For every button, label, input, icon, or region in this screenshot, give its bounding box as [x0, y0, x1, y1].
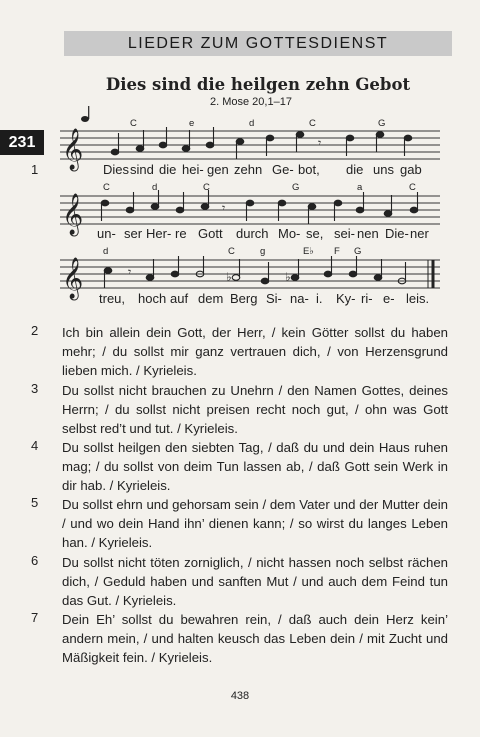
- lyric-syllable: zehn: [234, 162, 263, 177]
- verse-number: 4: [31, 438, 39, 453]
- svg-text:♭: ♭: [226, 270, 232, 284]
- lyric-syllable: durch: [236, 226, 269, 241]
- lyric-syllable: Berg: [230, 291, 258, 306]
- chord-symbol: a: [357, 182, 363, 193]
- verse-text: Du sollst nicht brauchen zu Unehrn / den Namen Gottes, deines Herrn; / du sollst nicht preisen recht noch gut, / ohn was Gott selbst red’t und tut. / Kyrieleis.: [62, 383, 448, 437]
- chord-symbol: C: [409, 182, 416, 193]
- lyric-syllable: e-: [383, 291, 395, 306]
- verse-number: 5: [31, 495, 39, 510]
- chord-symbol: E♭: [303, 246, 314, 257]
- chord-symbol: G: [292, 182, 300, 193]
- page-number: 438: [230, 690, 250, 702]
- chord-symbol: C: [309, 118, 316, 129]
- lyric-syllable: re: [175, 226, 187, 241]
- lyric-syllable: sei-: [334, 226, 355, 241]
- lyric-syllable: Ge-: [272, 162, 294, 177]
- verse-number: 3: [31, 381, 39, 396]
- tempo-note-icon: [80, 104, 94, 124]
- chord-symbol: G: [354, 246, 362, 257]
- lyric-syllable: ser: [124, 226, 143, 241]
- verse-text: Du sollst ehrn und gehorsam sein / dem Vater und der Mutter dein / und wo dein Hand ihn’ dienen kann; / so wirst du langes Leben han. / Kyrieleis.: [62, 497, 448, 551]
- svg-text:♭: ♭: [285, 270, 291, 284]
- verse-text: Du sollst heilgen den siebten Tag, / daß du und dein Haus ruhen mag; / du sollst von deim Tun lassen ab, / daß Gott sein Werk in dir hab. / Kyrieleis.: [62, 440, 448, 494]
- svg-text:𝄾: 𝄾: [128, 265, 132, 279]
- verse-text: Du sollst nicht töten zorniglich, / nicht hassen noch selbst rächen dich, / Geduld haben und sanften Mut / und auch dem Feind tun das Gut. / Kyrieleis.: [62, 555, 448, 609]
- stanza-number: 1: [31, 162, 39, 177]
- chord-symbol: G: [378, 118, 386, 129]
- lyric-syllable: uns: [373, 162, 394, 177]
- lyric-syllable: Si-: [266, 291, 282, 306]
- chord-symbol: g: [260, 246, 266, 257]
- lyric-syllable: treu,: [99, 291, 126, 306]
- chord-symbol: C: [130, 118, 137, 129]
- lyric-syllable: die: [346, 162, 364, 177]
- lyric-syllable: auf: [170, 291, 189, 306]
- chord-symbol: F: [334, 246, 340, 257]
- scripture-reference: 2. Mose 20,1–17: [210, 96, 292, 108]
- lyric-syllable: Dies: [103, 162, 130, 177]
- lyric-syllable: nen: [357, 226, 379, 241]
- svg-text:𝄾: 𝄾: [222, 201, 226, 215]
- lyric-syllable: hei-: [182, 162, 204, 177]
- lyric-syllable: i.: [316, 291, 323, 306]
- lyric-syllable: Her-: [146, 226, 172, 241]
- lyric-syllable: leis.: [406, 291, 430, 306]
- chord-symbol: C: [228, 246, 235, 257]
- lyric-syllable: gab: [400, 162, 422, 177]
- song-title: Dies sind die heilgen zehn Gebot: [105, 75, 411, 94]
- lyric-syllable: ri-: [361, 291, 373, 306]
- chord-symbol: C: [203, 182, 210, 193]
- lyric-syllable: Gott: [198, 226, 223, 241]
- lyric-syllable: ner: [410, 226, 429, 241]
- chord-symbol: d: [249, 118, 255, 129]
- lyric-syllable: gen: [207, 162, 229, 177]
- svg-text:𝄞: 𝄞: [62, 129, 84, 170]
- lyric-syllable: se,: [306, 226, 324, 241]
- song-number: 231: [0, 130, 44, 155]
- verse-number: 2: [31, 323, 39, 338]
- chord-symbol: e: [189, 118, 195, 129]
- chord-symbol: d: [152, 182, 158, 193]
- lyric-syllable: dem: [198, 291, 224, 306]
- lyric-syllable: bot,: [298, 162, 320, 177]
- svg-text:𝄾: 𝄾: [318, 136, 322, 150]
- verse-text: Ich bin allein dein Gott, der Herr, / kein Götter sollst du haben mehr; / du sollst mir ganz vertrauen dich, / von Herzensgrund lieben mich. / Kyrieleis.: [62, 325, 448, 379]
- verse-number: 7: [31, 610, 39, 625]
- lyric-syllable: Die-: [385, 226, 409, 241]
- chord-symbol: C: [103, 182, 110, 193]
- section-header: LIEDER ZUM GOTTESDIENST: [64, 31, 452, 56]
- lyric-syllable: na-: [290, 291, 309, 306]
- chord-symbol: d: [103, 246, 109, 257]
- verse-number: 6: [31, 553, 39, 568]
- verse-text: Dein Eh’ sollst du bewahren rein, / daß auch dein Herz kein’ andern mein, / und halten keusch das Leben dein / mit Zucht und Mäßigkeit fein. / Kyrieleis.: [62, 612, 448, 666]
- svg-text:𝄞: 𝄞: [62, 194, 84, 235]
- lyric-syllable: hoch: [138, 291, 167, 306]
- lyric-syllable: Ky-: [336, 291, 356, 306]
- lyric-syllable: sind: [130, 162, 154, 177]
- lyric-syllable: die: [159, 162, 177, 177]
- lyric-syllable: Mo-: [278, 226, 301, 241]
- lyric-syllable: un-: [97, 226, 116, 241]
- svg-text:𝄞: 𝄞: [62, 258, 84, 299]
